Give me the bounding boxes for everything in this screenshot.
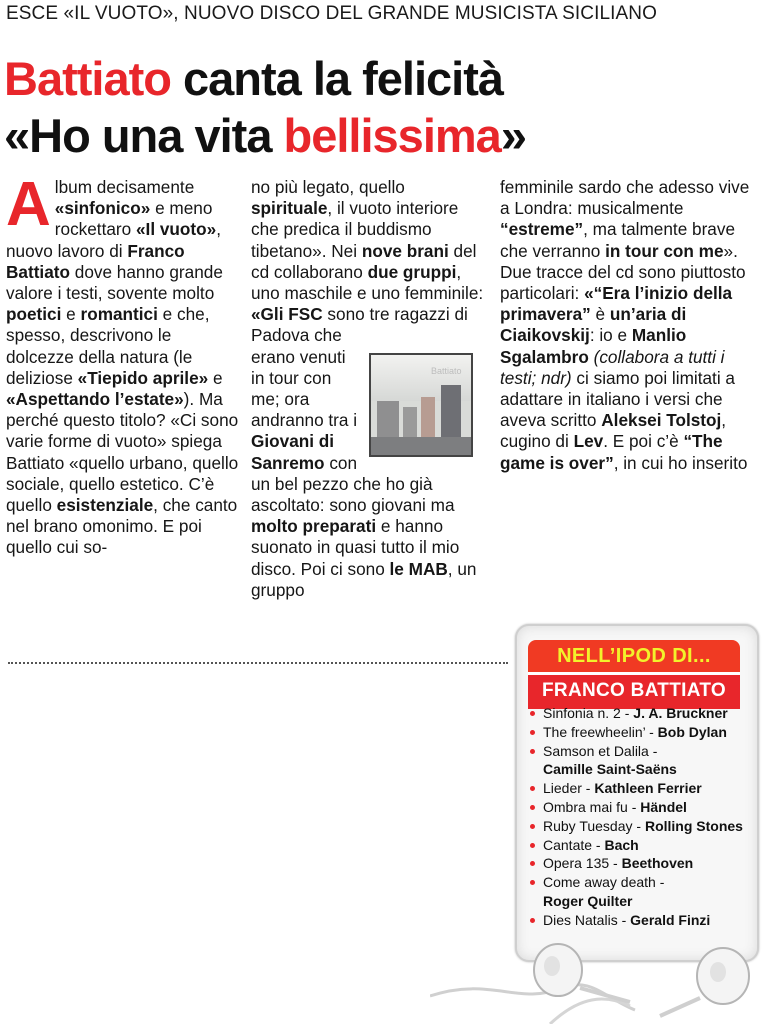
article-column-1 (6, 170, 242, 559)
song-separator: - (620, 705, 634, 721)
song-title: The freewheelin’ (543, 723, 646, 740)
song-item (527, 854, 755, 873)
song-item (527, 779, 755, 798)
text-run: (collabora a tutti i testi; ndr) (500, 346, 725, 388)
song-artist: Bob Dylan (657, 723, 727, 740)
album-street (371, 437, 471, 455)
song-item (527, 798, 755, 817)
album-building (377, 401, 399, 437)
text-run: : io e (589, 325, 632, 346)
text-run: erano venuti in tour con me; ora andranno tra i (251, 346, 358, 431)
text-run: spirituale (251, 198, 328, 219)
ipod-box-title: NELL’IPOD DI... (528, 640, 740, 672)
kicker: ESCE «IL VUOTO», NUOVO DISCO DEL GRANDE MUSICISTA SICILIANO (6, 3, 657, 24)
song-separator: - (627, 798, 641, 815)
headline (4, 50, 761, 164)
song-separator: - (609, 855, 622, 872)
text-run: esistenziale (56, 495, 154, 516)
text-run: è (590, 304, 610, 325)
text-run: del cd collaborano (251, 240, 477, 282)
song-artist: Roger Quilter (543, 892, 633, 909)
text-run: , in cui ho inserito (613, 452, 748, 473)
song-item (527, 817, 755, 836)
song-item (527, 873, 755, 911)
text-run: . E poi c’è (603, 431, 684, 452)
song-artist: Händel (640, 798, 687, 815)
song-artist: Beethoven (621, 855, 694, 872)
dotted-divider (8, 662, 508, 664)
song-item (527, 704, 755, 723)
song-artist: Rolling Stones (644, 817, 743, 834)
text-run: Aleksei Tolstoj (601, 410, 722, 431)
headline-red-name: Battiato (4, 52, 171, 105)
text-run: “The game is over” (500, 431, 723, 473)
text-run: nove brani (361, 240, 449, 261)
text-run: Franco Battiato (6, 240, 185, 282)
text-run: «Tiepido aprile» (77, 367, 209, 388)
text-run: ). Ma perché questo titolo? «Ci sono varie forme di vuoto» spiega Battiato «quello urbano, quello sociale, quello estetico. C’è quello (6, 389, 239, 516)
text-run: «Il vuoto» (135, 219, 217, 240)
ipod-box (515, 624, 759, 962)
drop-cap: A (6, 170, 51, 239)
text-run: “estreme” (500, 219, 584, 240)
text-run: sono tre ragazzi di Padova che (251, 304, 468, 346)
album-cover (369, 353, 473, 457)
song-artist: J. A. Bruckner (633, 705, 728, 721)
text-run: «Gli FSC (251, 304, 323, 325)
song-item (527, 742, 755, 780)
headline-quote-start: «Ho una vita (4, 109, 284, 162)
headline-red-word: bellissima (283, 109, 501, 162)
song-title: Ruby Tuesday (543, 817, 633, 834)
article-paragraph (6, 170, 242, 559)
song-title: Opera 135 (543, 855, 610, 872)
text-run: un’aria di Ciaikovskij (500, 304, 687, 346)
text-run: , un gruppo (251, 558, 477, 600)
headline-line-1 (4, 50, 761, 107)
article-paragraph (500, 177, 750, 474)
ipod-box-name: FRANCO BATTIATO (528, 672, 740, 709)
text-run: e (61, 304, 81, 325)
text-run: lbum decisamente (54, 177, 195, 197)
text-run: con un bel pezzo che ho già ascoltato: sono giovani ma (251, 452, 455, 516)
text-run: e (208, 367, 223, 388)
song-artist: Kathleen Ferrier (594, 780, 702, 797)
text-run: romantici (80, 304, 158, 325)
song-title: Sinfonia n. 2 (543, 705, 621, 721)
text-run: «Aspettando l’estate» (6, 389, 184, 410)
article-column-2 (251, 177, 487, 601)
text-run: dove hanno grande valore i testi, sovente molto (6, 261, 223, 304)
song-artist: Bach (604, 836, 639, 853)
album-building (441, 385, 461, 437)
song-separator: - (617, 911, 631, 928)
text-run: e hanno suonato in quasi tutto il mio disco. Poi ci sono (251, 516, 460, 579)
album-building (421, 397, 435, 437)
text-run: femminile sardo che adesso vive a Londra: musicalmente (500, 177, 750, 219)
earphones-icon (430, 936, 763, 1024)
text-run: «sinfonico» (54, 198, 151, 219)
song-artist: Gerald Finzi (630, 911, 711, 928)
text-run: due gruppi (367, 261, 457, 282)
text-run: , ma talmente brave che verranno (500, 219, 736, 261)
song-separator: - (645, 723, 658, 740)
text-run: poetici (6, 304, 62, 325)
text-run: no più legato, quello (251, 177, 405, 197)
text-run: Giovani di Sanremo (251, 431, 335, 473)
text-run: Lev (573, 431, 604, 452)
song-item (527, 723, 755, 742)
article-column-3 (500, 177, 750, 474)
text-run: , uno maschile e uno femminile: (251, 261, 484, 304)
text-run: le MAB (389, 558, 448, 579)
text-run: ». Due tracce del cd sono piuttosto particolari: (500, 240, 746, 304)
text-run: «“Era l’inizio della primavera” (500, 283, 733, 325)
album-cover-tag: Battiato (431, 365, 462, 376)
headline-line-2 (4, 107, 761, 164)
song-separator: - (592, 836, 605, 853)
text-run: Manlio Sgalambro (500, 325, 687, 367)
song-separator: - (655, 874, 665, 891)
headline-quote-end: » (500, 109, 526, 162)
album-building (403, 407, 417, 437)
text-run: in tour con me (605, 240, 724, 261)
text-run: e meno rockettaro (54, 198, 213, 240)
song-item (527, 836, 755, 855)
text-run: , cugino di (500, 410, 727, 452)
song-title: Dies Natalis (543, 911, 618, 928)
song-title: Come away death (543, 874, 656, 891)
text-run: ci siamo poi limitati a adattare in italiano i versi che aveva scritto (500, 367, 735, 431)
song-separator: - (632, 817, 645, 834)
text-run: , nuovo lavoro di (6, 219, 221, 261)
song-title: Samson et Dalila (543, 742, 649, 759)
headline-rest: canta la felicità (170, 52, 503, 105)
text-run: , il vuoto interiore che predica il buddismo tibetano». Nei (251, 198, 459, 261)
song-separator: - (581, 780, 595, 797)
song-title: Lieder (543, 780, 582, 797)
song-list (527, 704, 755, 930)
song-title: Ombra mai fu (543, 798, 628, 815)
song-item (527, 911, 755, 930)
song-artist: Camille Saint-Saëns (543, 761, 677, 778)
text-run: molto preparati (251, 516, 377, 537)
song-title: Cantate (543, 836, 593, 853)
article-paragraph (251, 177, 487, 347)
text-run: e che, spesso, descrivono le dolcezze della natura (le deliziose (6, 304, 210, 388)
text-run: , che canto nel brano omonimo. E poi quello cui so- (6, 495, 238, 558)
song-separator: - (648, 742, 658, 759)
